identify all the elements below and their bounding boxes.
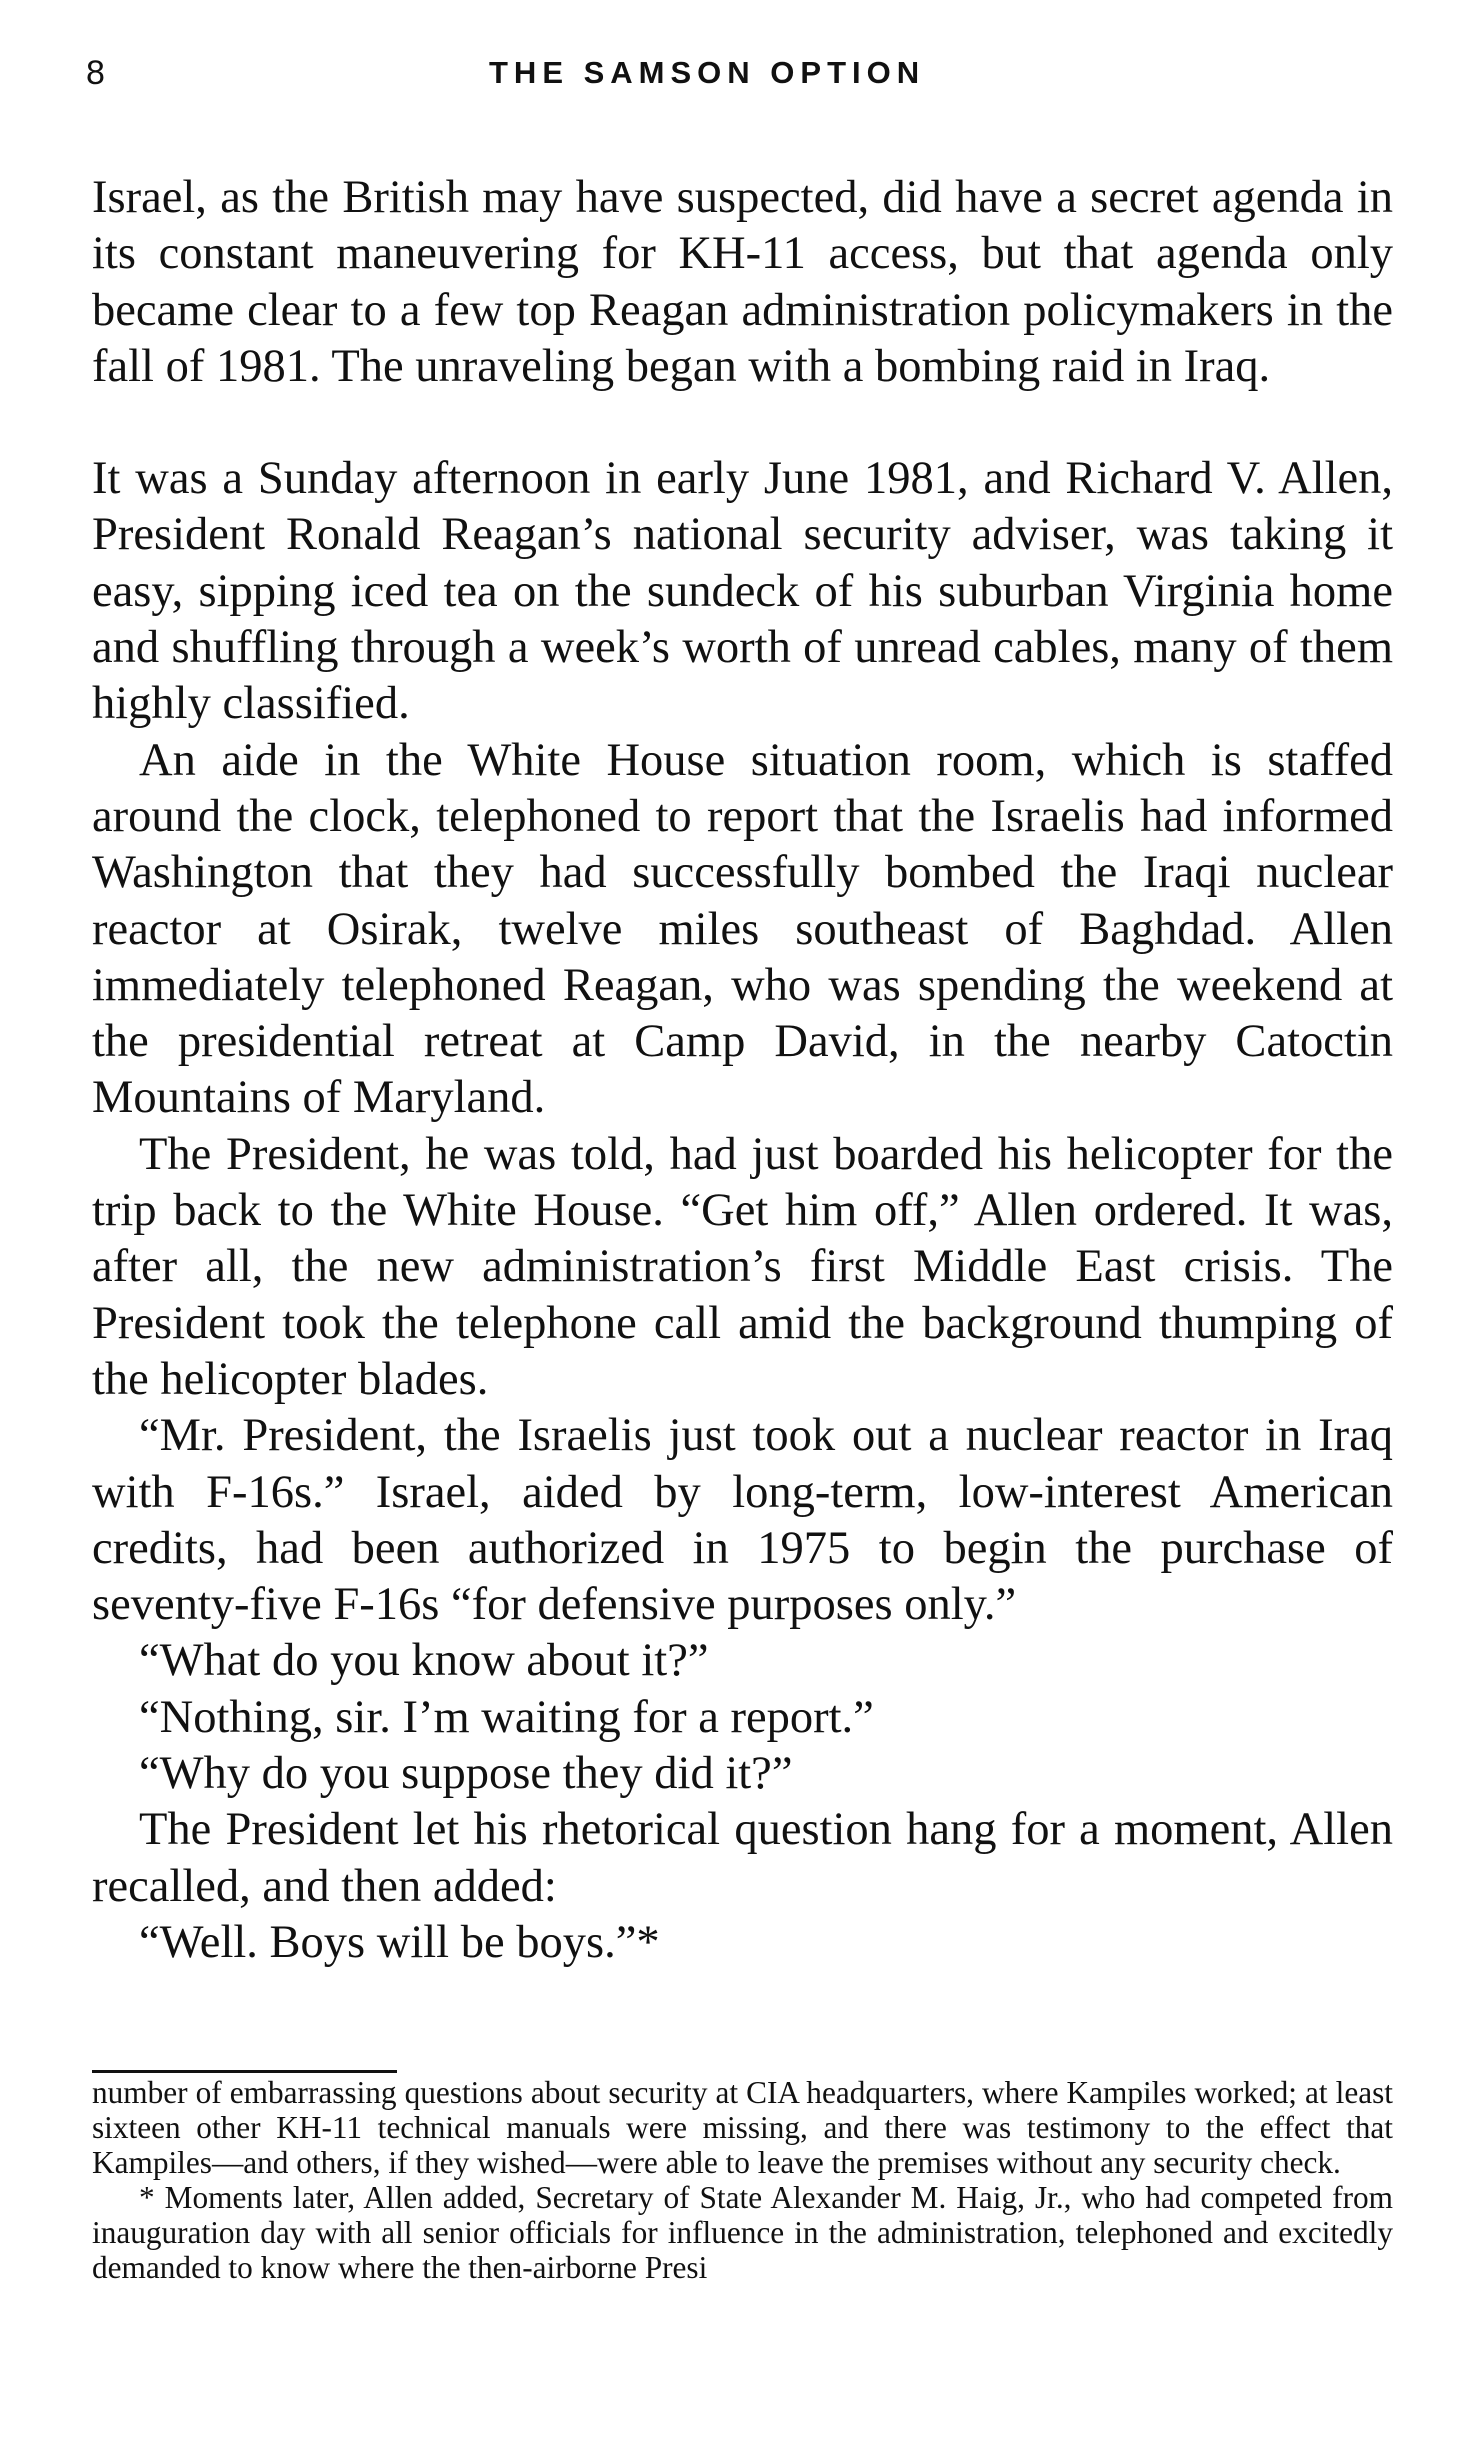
dialogue-line: “Why do you suppose they did it?” <box>139 1748 793 1800</box>
dialogue-line: “Well. Boys will be boys.”* <box>139 1916 660 1968</box>
dialogue-line: “What do you know about it?” <box>139 1635 709 1687</box>
paragraph-helicopter: The President, he was told, had just boarded his helicopter for the trip back to the White House. “Get him off,” Allen ordered. It was, after all, the new administration’s first Middle East crisis. The President took the telephone call amid the background thumping of the helicopter blades. <box>92 1128 1393 1405</box>
page-number: 8 <box>86 54 105 92</box>
paragraph-situation-room: An aide in the White House situation room, which is staffed around the clock, telephoned to report that the Israelis had informed Washington that they had successfully bombed the Iraqi nuclear reactor at Osirak, twelve miles southeast of Baghdad. Allen immediately telephoned Reagan, who was spending the weekend at the presidential retreat at Camp David, in the nearby Catoctin Mountains of Maryland. <box>92 734 1393 1124</box>
footnote-asterisk: * Moments later, Allen added, Secretary of State Alexander M. Haig, Jr., who had competed from inauguration day with all senior officials for influence in the administration, telephoned and excitedly demanded to know where the then-airborne Presi <box>92 2180 1393 2285</box>
book-title: THE SAMSON OPTION <box>489 55 926 90</box>
footnote-continued: number of embarrassing questions about security at CIA headquarters, where Kampiles worked; at least sixteen other KH-11 technical manuals were missing, and there was testimony to the effect that Kampiles—and others, if they wished—were able to leave the premises without any security check. <box>92 2075 1393 2180</box>
paragraph-sunday-afternoon: It was a Sunday afternoon in early June 1981, and Richard V. Allen, President Ronald Reagan’s national security adviser, was taking it easy, sipping iced tea on the sundeck of his suburban Virginia home and shuffling through a week’s worth of unread cables, many of them highly classified. <box>92 453 1393 730</box>
paragraph-f16s: “Mr. President, the Israelis just took out a nuclear reactor in Iraq with F-16s.” Israel, aided by long-term, low-interest American credits, had been authorized in 1975 to begin the purchase of seventy-five F-16s “for defensive purposes only.” <box>92 1410 1393 1631</box>
footnotes <box>92 2075 1393 2285</box>
paragraph-kh11-agenda: Israel, as the British may have suspected, did have a secret agenda in its constant maneuvering for KH-11 access, but that agenda only became clear to a few top Reagan administration policymakers in the fall of 1981. The unraveling began with a bombing raid in Iraq. <box>92 172 1393 392</box>
footnote-divider <box>92 2070 397 2073</box>
dialogue-line: “Nothing, sir. I’m waiting for a report.” <box>139 1691 874 1743</box>
running-head <box>86 48 1386 98</box>
body-text <box>92 170 1393 1971</box>
paragraph-rhetorical-question: The President let his rhetorical question hang for a moment, Allen recalled, and then added: <box>92 1804 1393 1912</box>
